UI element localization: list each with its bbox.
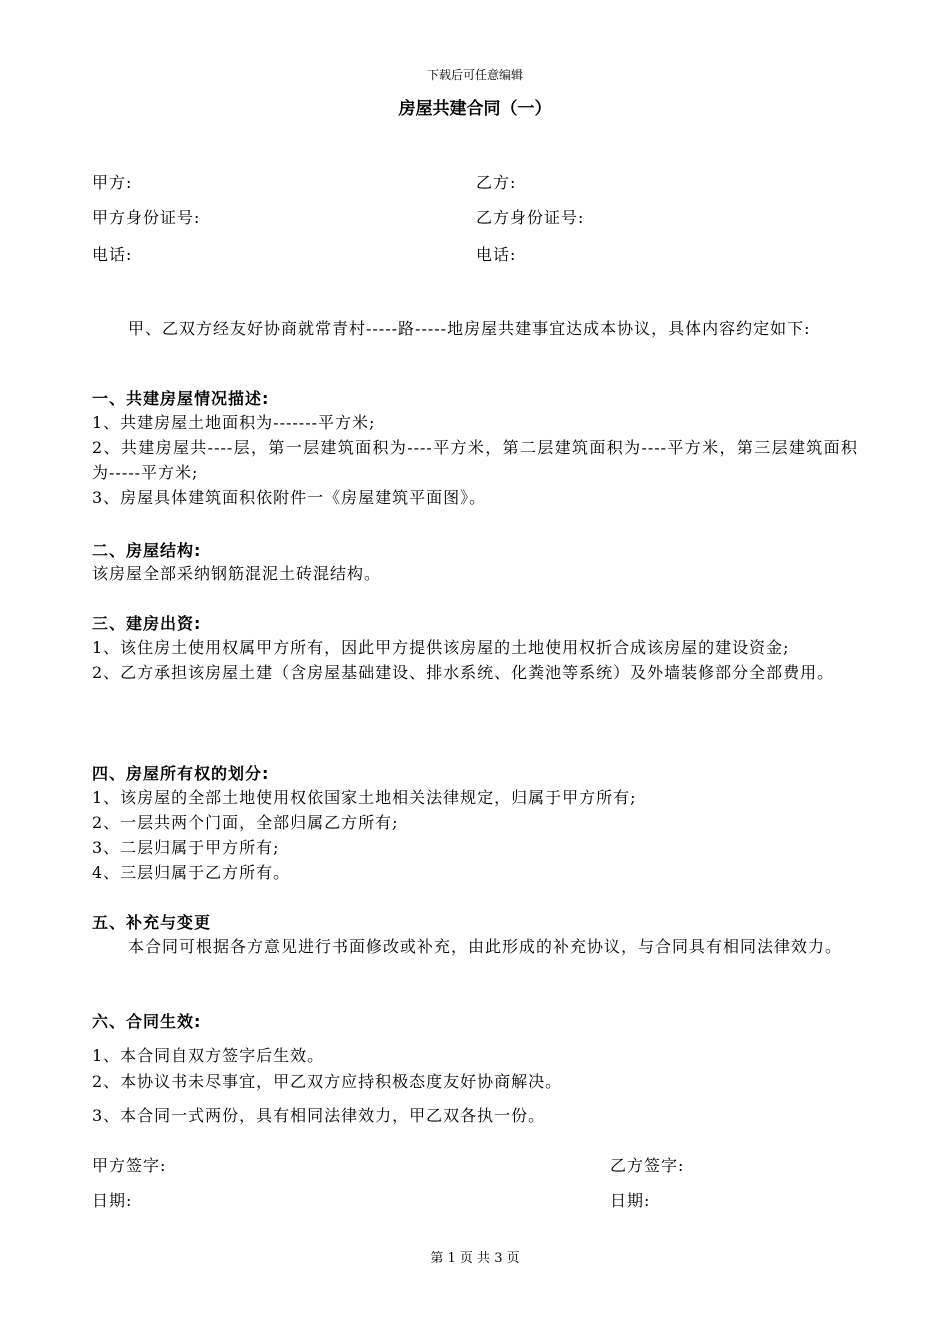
document-title: 房屋共建合同（一） <box>398 99 552 119</box>
section-4-item: 4、三层归属于乙方所有。 <box>92 863 291 882</box>
party-a-id-label: 甲方身份证号: <box>92 208 201 227</box>
section-3-item: 2、乙方承担该房屋土建（含房屋基础建设、排水系统、化粪池等系统）及外墙装修部分全部费用。 <box>92 663 835 682</box>
party-b-id-label: 乙方身份证号: <box>476 208 585 227</box>
section-1-item: 2、共建房屋共----层，第一层建筑面积为----平方米，第二层建筑面积为----平方米，第三层建筑面积为-----平方米; <box>92 438 858 482</box>
party-b-label: 乙方: <box>476 173 517 192</box>
section-5-heading: 五、补充与变更 <box>92 913 212 932</box>
section-4-heading: 四、房屋所有权的划分: <box>92 764 270 783</box>
party-a-date-label: 日期: <box>92 1191 133 1210</box>
section-5-body <box>92 934 858 959</box>
section-1-body <box>92 410 858 510</box>
party-a-signature-label: 甲方签字: <box>92 1156 167 1175</box>
party-b-signature-label: 乙方签字: <box>610 1156 685 1175</box>
section-1-heading: 一、共建房屋情况描述: <box>92 389 270 408</box>
section-6-item: 1、本合同自双方签字后生效。 <box>92 1046 325 1065</box>
section-4-body <box>92 785 858 885</box>
section-6-heading: 六、合同生效: <box>92 1012 202 1031</box>
section-2-heading: 二、房屋结构: <box>92 541 202 560</box>
party-a-label: 甲方: <box>92 173 133 192</box>
intro-paragraph: 甲、乙双方经友好协商就常青村-----路-----地房屋共建事宜达成本协议，具体内容约定如下: <box>128 319 811 338</box>
party-b-phone-label: 电话: <box>476 245 517 264</box>
section-3-heading: 三、建房出资: <box>92 614 202 633</box>
header-note: 下载后可任意编辑 <box>426 68 523 82</box>
section-1-item: 3、房屋具体建筑面积依附件一《房屋建筑平面图》。 <box>92 488 487 507</box>
section-3-body <box>92 635 858 685</box>
section-5-item: 本合同可根据各方意见进行书面修改或补充，由此形成的补充协议，与合同具有相同法律效力。 <box>128 937 843 956</box>
section-6-item: 3、本合同一式两份，具有相同法律效力，甲乙双各执一份。 <box>92 1106 546 1125</box>
section-4-item: 3、二层归属于甲方所有; <box>92 838 280 857</box>
section-1-item: 1、共建房屋土地面积为-------平方米; <box>92 413 376 432</box>
section-2-item: 该房屋全部采纳钢筋混泥土砖混结构。 <box>92 564 382 583</box>
section-4-item: 2、一层共两个门面，全部归属乙方所有; <box>92 813 399 832</box>
section-3-item: 1、该住房土使用权属甲方所有，因此甲方提供该房屋的土地使用权折合成该房屋的建设资金; <box>92 638 790 657</box>
section-4-item: 1、该房屋的全部土地使用权依国家土地相关法律规定，归属于甲方所有; <box>92 788 637 807</box>
section-6-item: 2、本协议书未尽事宜，甲乙双方应持积极态度友好协商解决。 <box>92 1072 563 1091</box>
party-b-date-label: 日期: <box>610 1191 651 1210</box>
page-footer: 第 1 页 共 3 页 <box>430 1251 520 1266</box>
section-2-body <box>92 561 858 586</box>
party-a-phone-label: 电话: <box>92 245 133 264</box>
